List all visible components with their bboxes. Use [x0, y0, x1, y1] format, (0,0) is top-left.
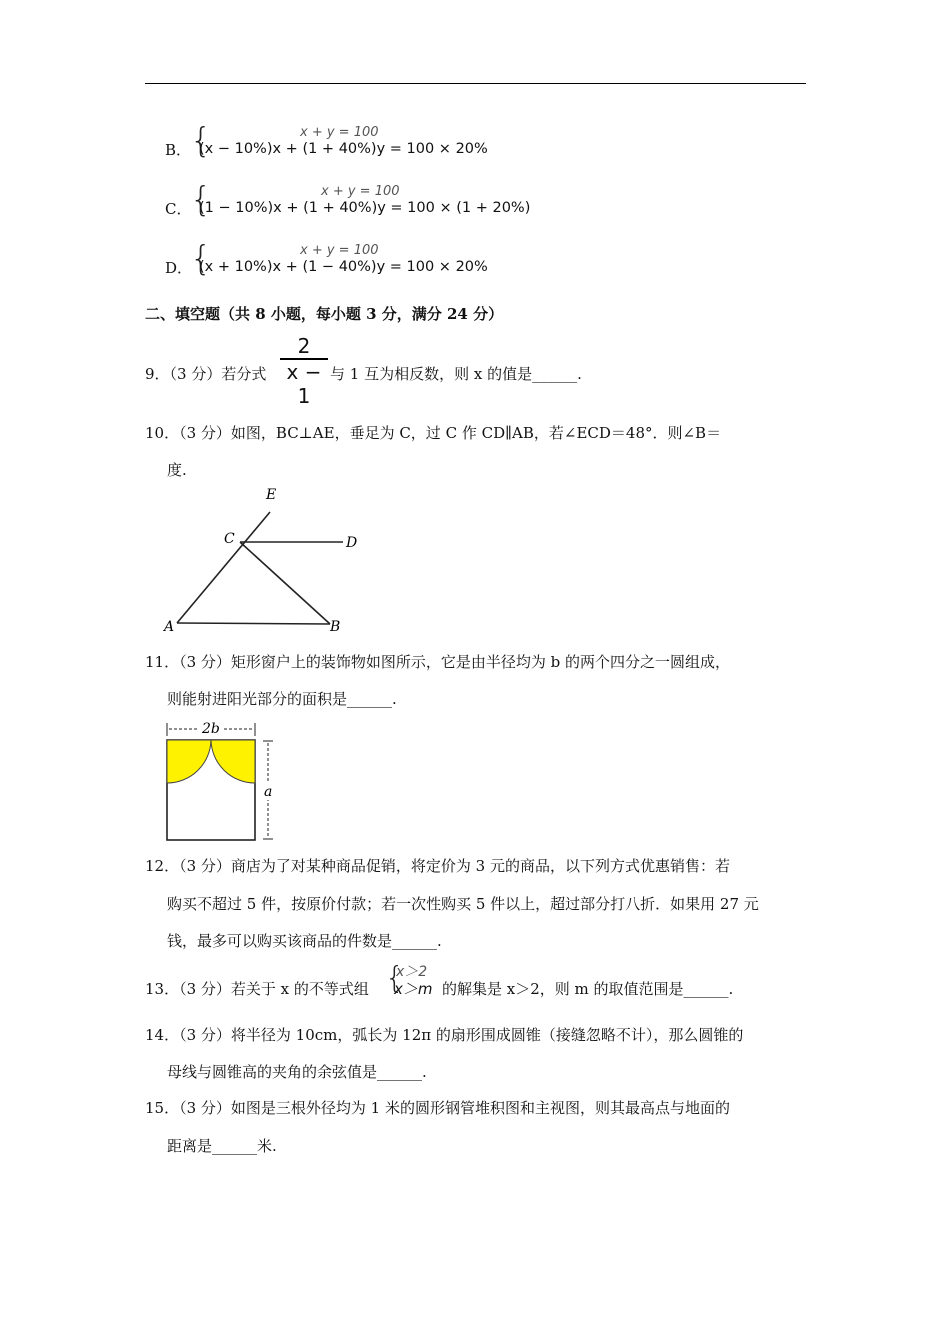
q13-prefix: 13．（3 分）若关于 x 的不等式组 [145, 980, 369, 998]
height-label: a [264, 784, 273, 800]
q13-brace: { [385, 961, 405, 996]
width-label: 2b [202, 721, 220, 737]
q9-suffix: 与 1 互为相反数，则 x 的值是______. [330, 365, 582, 383]
option-d-eq2: (x + 10%)x + (1 − 40%)y = 100 × 20% [199, 259, 488, 275]
option-d-label: D． [165, 259, 193, 277]
q10-line1: 10．（3 分）如图，BC⊥AE，垂足为 C，过 C 作 CD∥AB，若∠ECD＝48°．则∠B＝ [145, 424, 722, 442]
option-c-brace: { [190, 180, 212, 220]
q12-line1: 12．（3 分）商店为了对某种商品促销，将定价为 3 元的商品，以下列方式优惠销售：若 [145, 857, 730, 875]
q14-line1: 14．（3 分）将半径为 10cm，弧长为 12π 的扇形围成圆锥（接缝忽略不计），那么圆锥的 [145, 1026, 744, 1044]
section-heading: 二、填空题（共 8 小题，每小题 3 分，满分 24 分） [145, 305, 504, 323]
line-cb [240, 542, 330, 624]
q9-frac-denominator: x − 1 [286, 359, 322, 408]
option-b-eq1: x + y = 100 [300, 125, 379, 140]
q10-line2: 度. [167, 461, 187, 479]
option-c-label: C． [165, 200, 192, 218]
q11-line2: 则能射进阳光部分的面积是______. [167, 690, 397, 708]
q12-line2: 购买不超过 5 件，按原价付款；若一次性购买 5 件以上，超过部分打八折．如果用 27 元 [167, 895, 759, 913]
header-rule [145, 83, 806, 84]
label-d: D [346, 535, 358, 551]
q13-suffix: 的解集是 x＞2，则 m 的取值范围是______. [442, 980, 734, 998]
q11-line1: 11．（3 分）矩形窗户上的装饰物如图所示，它是由半径均为 b 的两个四分之一圆组成， [145, 653, 731, 671]
label-c: C [224, 531, 235, 547]
option-c-eq2: (1 − 10%)x + (1 + 40%)y = 100 × (1 + 20%) [199, 200, 531, 216]
q9-fraction [280, 334, 328, 408]
q9-frac-numerator: 2 [297, 334, 311, 358]
q15-line1: 15．（3 分）如图是三根外径均为 1 米的圆形钢管堆积图和主视图，则其最高点与地面的 [145, 1099, 730, 1117]
option-b-label: B． [165, 141, 192, 159]
q11-figure [160, 716, 285, 846]
option-c-eq1: x + y = 100 [321, 184, 400, 199]
line-ae [177, 512, 270, 623]
label-b: B [330, 619, 341, 635]
q14-line2: 母线与圆锥高的夹角的余弦值是______. [167, 1063, 427, 1081]
option-d-eq1: x + y = 100 [300, 243, 379, 258]
q13-sys-bottom: x＞m [394, 980, 433, 998]
option-b-brace: { [190, 121, 212, 161]
q13-sys-top: x＞2 [396, 964, 428, 980]
label-a: A [164, 619, 175, 635]
option-b-eq2: (x − 10%)x + (1 + 40%)y = 100 × 20% [199, 141, 488, 157]
line-ab [177, 623, 330, 624]
q10-figure [160, 485, 370, 635]
q12-line3: 钱，最多可以购买该商品的件数是______. [167, 932, 442, 950]
q9-prefix: 9．（3 分）若分式 [145, 365, 267, 383]
option-d-brace: { [190, 239, 212, 279]
label-e: E [266, 487, 277, 503]
q15-line2: 距离是______米. [167, 1137, 277, 1155]
